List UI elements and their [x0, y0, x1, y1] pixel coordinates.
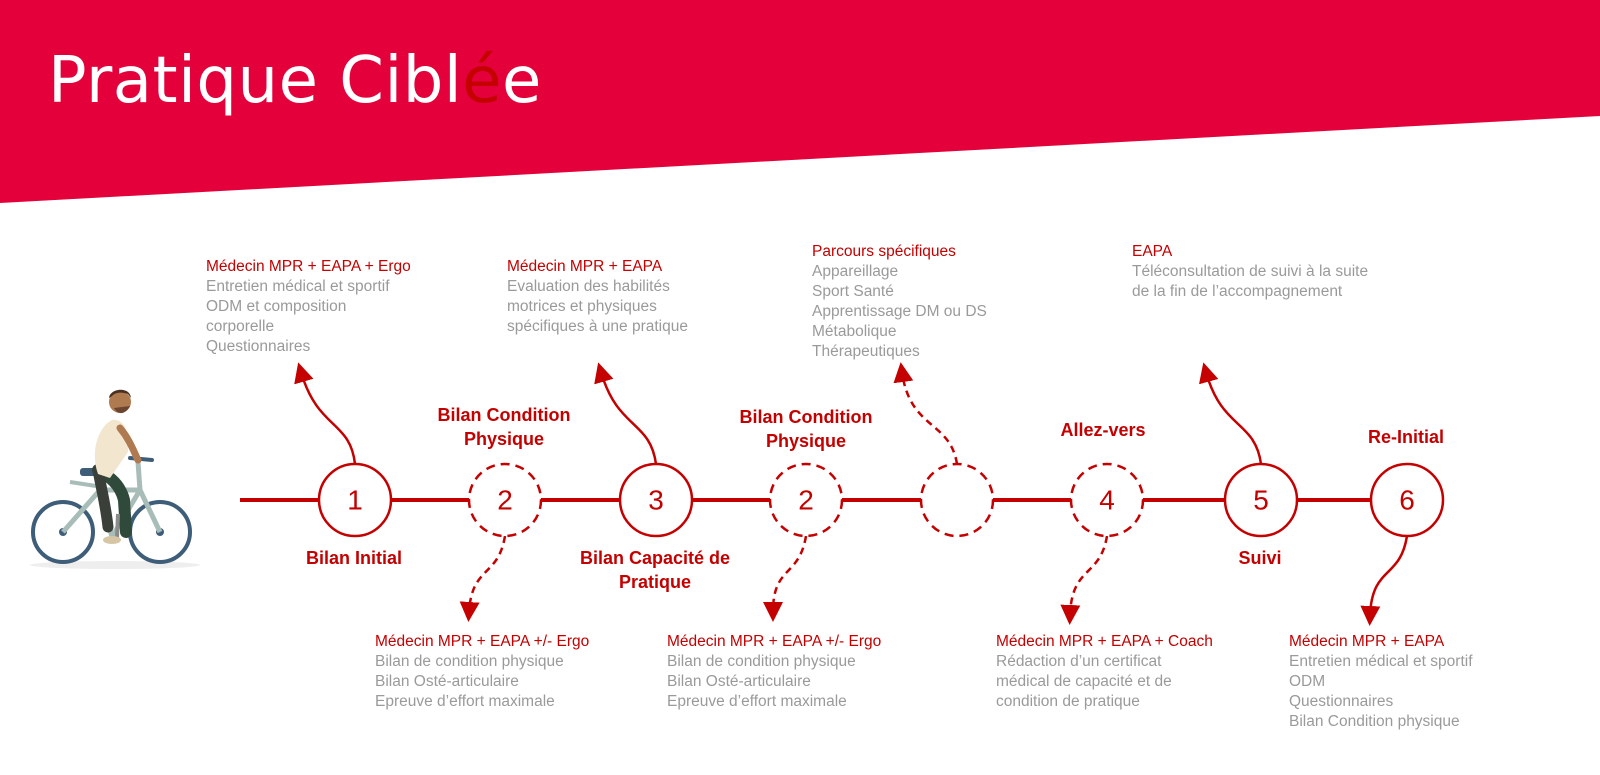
- info-line: motrices et physiques: [507, 298, 657, 315]
- stage-label-re-initial: Re-Initial: [1367, 427, 1444, 447]
- info-block-suivi: [1132, 242, 1368, 302]
- info-line: Epreuve d’effort maximale: [667, 693, 847, 710]
- connector-arrow-1: [301, 372, 355, 464]
- timeline-node-number: 4: [1099, 484, 1115, 516]
- timeline-node-5: [921, 464, 993, 536]
- info-line: corporelle: [206, 318, 275, 335]
- stage-label-bilan-condition-physique-2: Bilan Condition Physique: [739, 407, 873, 451]
- connector-arrow-2: [469, 536, 505, 612]
- stage-label-allez-vers: Allez-vers: [1060, 420, 1146, 440]
- info-head: EAPA: [1132, 243, 1173, 260]
- info-head: Médecin MPR + EAPA +/- Ergo: [667, 633, 882, 650]
- info-line: Sport Santé: [812, 283, 894, 300]
- info-block-parcours-specifiques: [812, 242, 987, 362]
- timeline-node-number: 6: [1399, 484, 1415, 516]
- info-line: Appareillage: [812, 263, 899, 280]
- info-line: Questionnaires: [1289, 693, 1394, 710]
- timeline-node-number: 1: [347, 484, 363, 516]
- timeline-node-number: 5: [1253, 484, 1269, 516]
- info-block-re-initial: [1289, 632, 1473, 732]
- connector-arrow-6: [1070, 536, 1107, 615]
- info-line: ODM: [1289, 673, 1326, 690]
- info-line: Epreuve d’effort maximale: [375, 693, 555, 710]
- timeline-node-number: 3: [648, 484, 664, 516]
- connector-arrow-4: [773, 536, 806, 612]
- info-head: Médecin MPR + EAPA +/- Ergo: [375, 633, 590, 650]
- info-line: Métabolique: [812, 323, 897, 340]
- info-line: Rédaction d’un certificat: [996, 653, 1162, 670]
- info-head: Parcours spécifiques: [812, 243, 956, 260]
- timeline-node-number: 2: [798, 484, 814, 516]
- info-line: Bilan Osté-articulaire: [375, 673, 519, 690]
- info-head: Médecin MPR + EAPA + Ergo: [206, 258, 411, 275]
- info-line: condition de pratique: [996, 693, 1140, 710]
- connector-arrow-3: [601, 372, 656, 464]
- stage-label-bilan-capacite-pratique: Bilan Capacité de Pratique: [579, 548, 731, 592]
- connector-arrow-8: [1370, 536, 1407, 616]
- info-line: Questionnaires: [206, 338, 311, 355]
- info-line: Bilan Condition physique: [1289, 713, 1460, 730]
- info-block-allez-vers: [996, 632, 1213, 712]
- info-line: Entretien médical et sportif: [1289, 653, 1473, 670]
- info-line: Bilan de condition physique: [667, 653, 856, 670]
- info-block-condition-physique-2: [667, 632, 881, 712]
- info-line: Thérapeutiques: [812, 343, 920, 360]
- info-line: Apprentissage DM ou DS: [812, 303, 987, 320]
- info-line: Evaluation des habilités: [507, 278, 670, 295]
- connector-arrow-7: [1206, 372, 1261, 464]
- connector-arrow-5: [902, 372, 957, 464]
- info-line: Téléconsultation de suivi à la suite: [1132, 263, 1369, 280]
- stage-label-bilan-condition-physique-1: Bilan Condition Physique: [437, 405, 571, 449]
- info-line: spécifiques à une pratique: [507, 318, 688, 335]
- info-line: ODM et composition: [206, 298, 347, 315]
- info-block-condition-physique-1: [375, 632, 589, 712]
- info-block-bilan-initial: [206, 257, 411, 357]
- info-block-capacite-pratique: [507, 257, 688, 337]
- stage-label-suivi: Suivi: [1238, 548, 1282, 568]
- info-line: Entretien médical et sportif: [206, 278, 390, 295]
- info-line: médical de capacité et de: [996, 673, 1172, 690]
- timeline-node-number: 2: [497, 484, 513, 516]
- info-head: Médecin MPR + EAPA: [1289, 633, 1445, 650]
- stage-label-bilan-initial: Bilan Initial: [305, 548, 402, 568]
- info-head: Médecin MPR + EAPA: [507, 258, 663, 275]
- info-head: Médecin MPR + EAPA + Coach: [996, 633, 1213, 650]
- info-line: Bilan de condition physique: [375, 653, 564, 670]
- info-line: de la fin de l’accompagnement: [1132, 283, 1343, 300]
- info-line: Bilan Osté-articulaire: [667, 673, 811, 690]
- page-title: Pratique Ciblée: [48, 44, 542, 118]
